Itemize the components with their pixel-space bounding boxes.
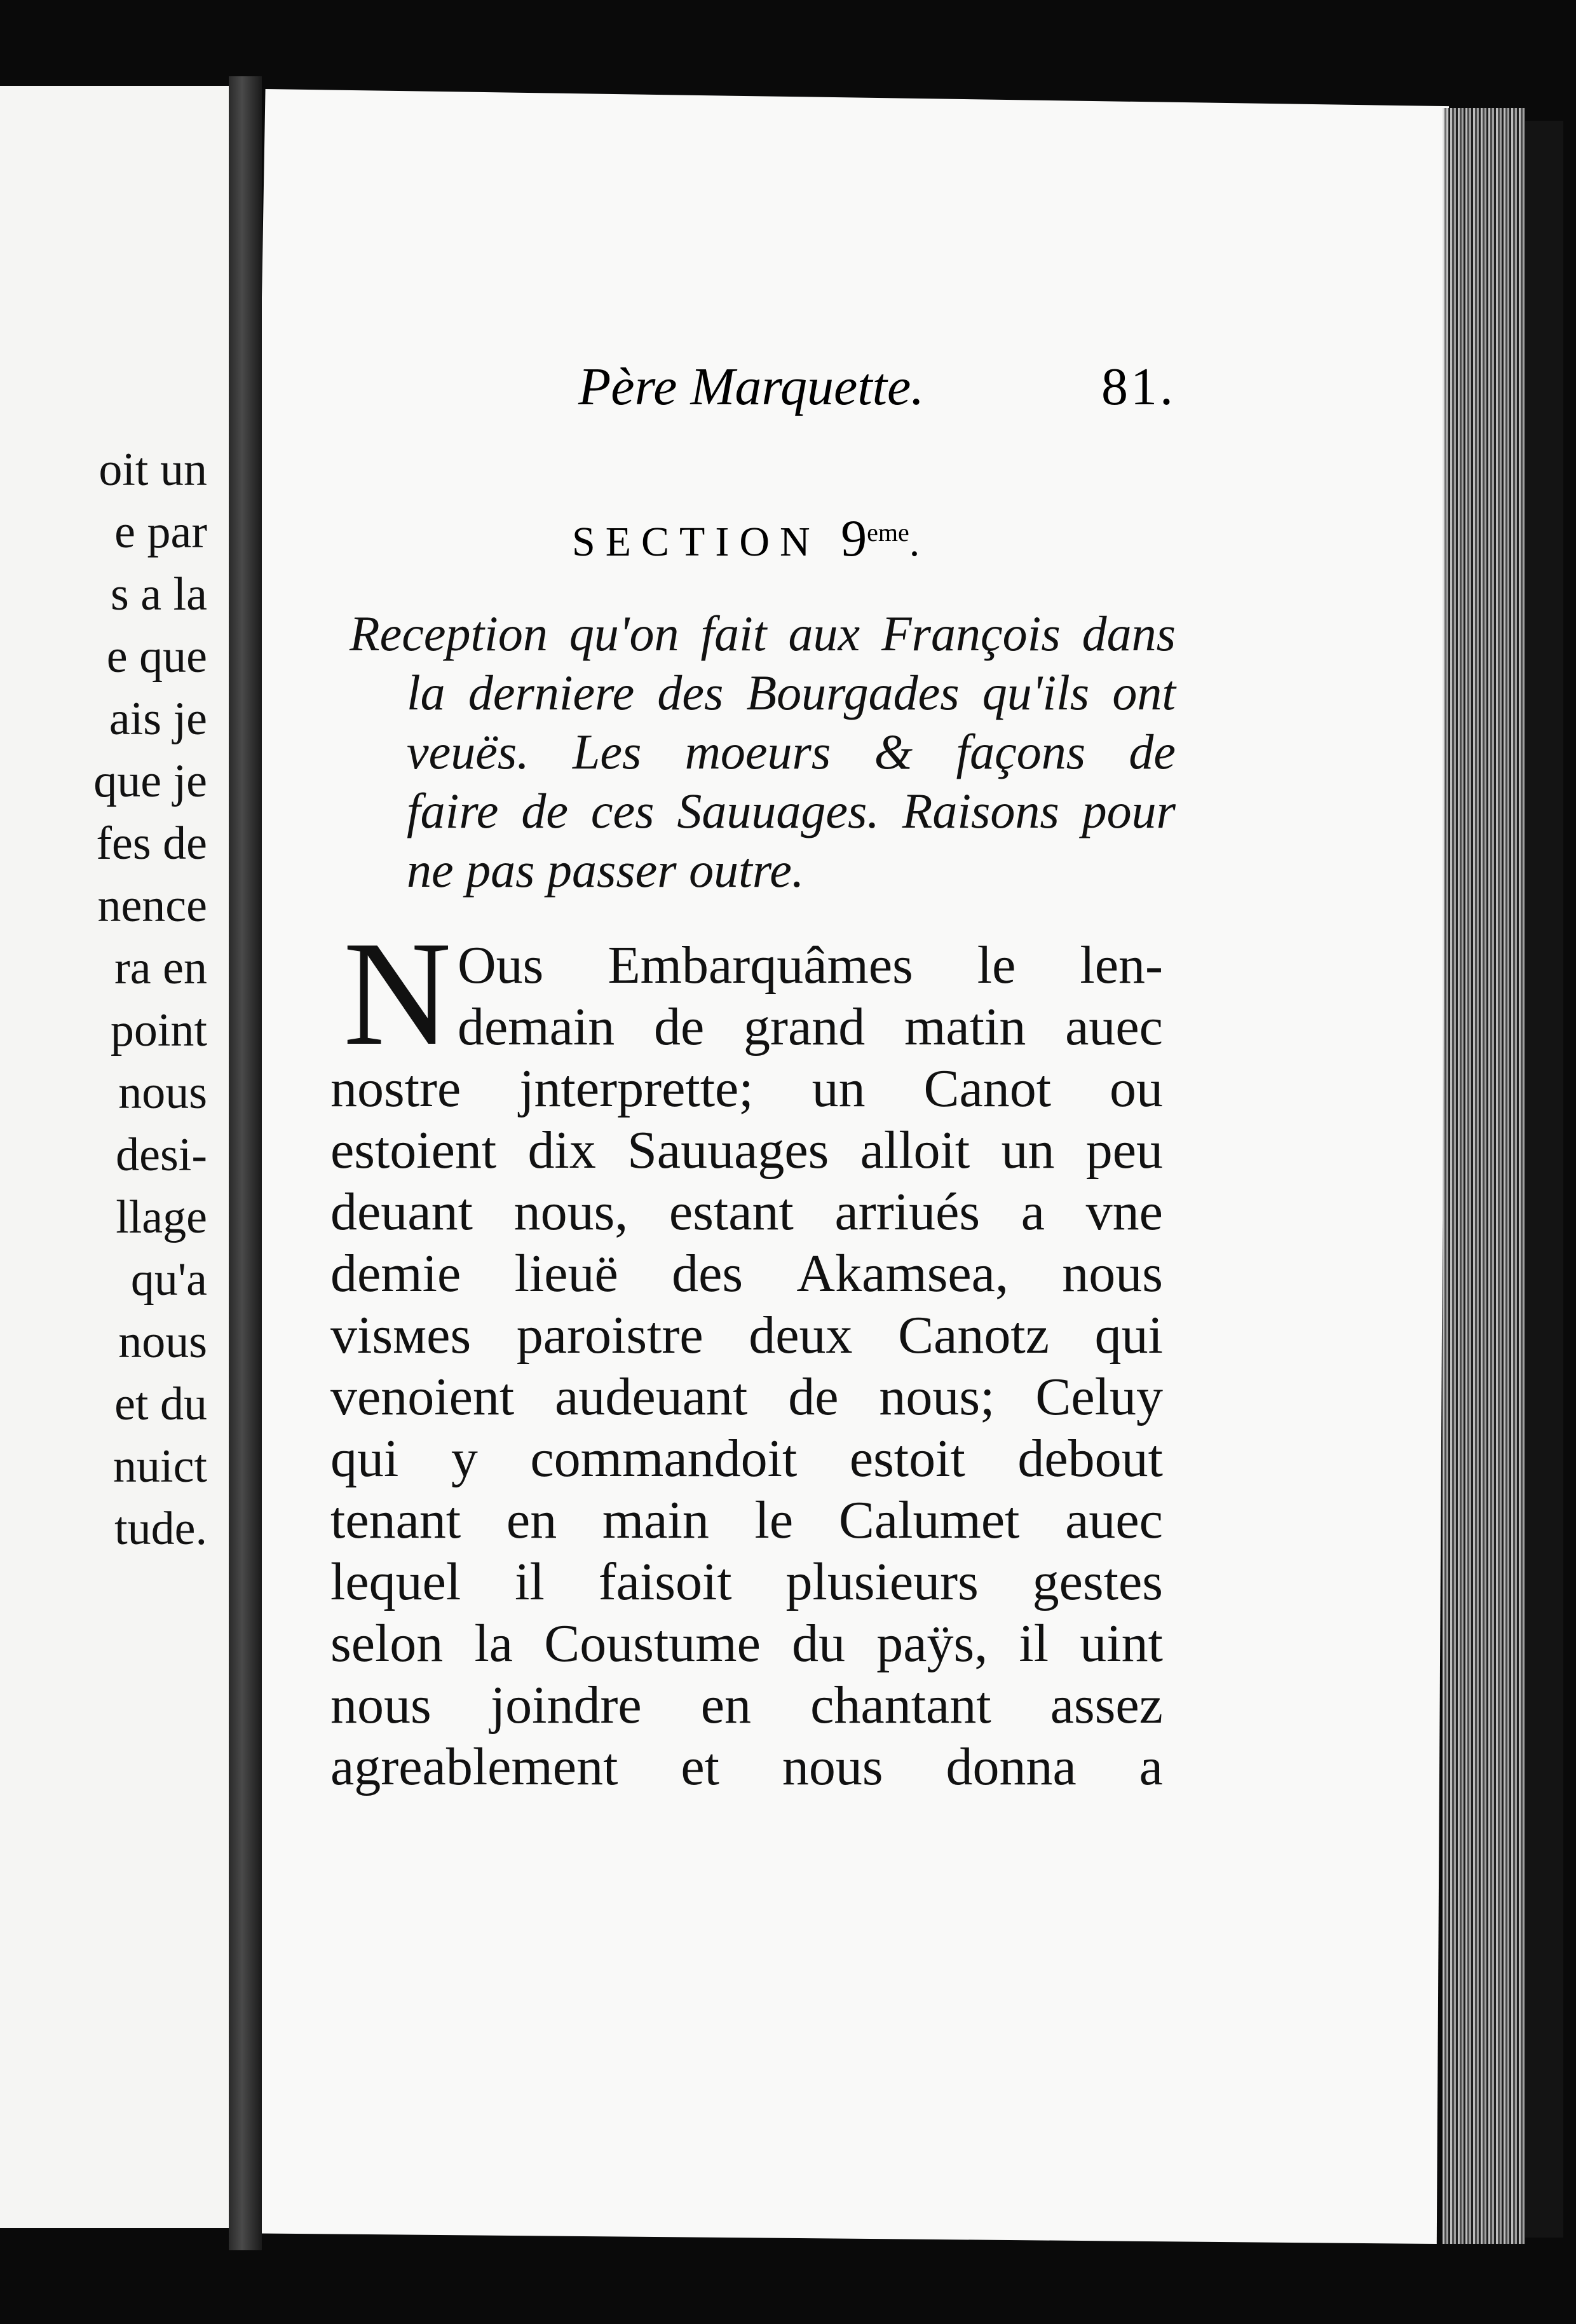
body-word: a bbox=[1021, 1182, 1045, 1241]
running-head-title: Père Marquette. bbox=[578, 357, 925, 416]
body-word: des bbox=[672, 1244, 744, 1303]
body-word: debout bbox=[1017, 1429, 1163, 1488]
body-line bbox=[330, 1674, 1163, 1736]
body-word: gestes bbox=[1032, 1552, 1163, 1611]
left-page-line: llage bbox=[116, 1191, 207, 1243]
body-line bbox=[330, 1243, 1163, 1304]
page-edges bbox=[1443, 108, 1525, 2244]
body-word: len- bbox=[1080, 936, 1163, 995]
summary-line: veuës. Les moeurs & façons de bbox=[407, 724, 1176, 779]
body-word: grand bbox=[744, 997, 866, 1056]
body-line bbox=[330, 1613, 1163, 1674]
body-word: Celuy bbox=[1035, 1367, 1163, 1426]
body-word: selon bbox=[330, 1614, 444, 1673]
body-line bbox=[330, 1489, 1163, 1551]
body-word: Coustume bbox=[544, 1614, 761, 1673]
body-word: nous; bbox=[879, 1367, 995, 1426]
body-word: Ous bbox=[458, 936, 544, 995]
body-word: dix bbox=[527, 1121, 596, 1180]
body-word: auec bbox=[1065, 997, 1163, 1056]
body-word: un bbox=[1001, 1121, 1055, 1180]
body-word: estoit bbox=[849, 1429, 965, 1488]
body-word: estoient bbox=[330, 1121, 497, 1180]
left-page-line: fes de bbox=[96, 817, 207, 870]
book-edge-shadow bbox=[1525, 121, 1563, 2238]
summary-line: la derniere des Bourgades qu'ils ont bbox=[407, 665, 1176, 720]
body-word: a bbox=[1139, 1737, 1163, 1796]
body-word: du bbox=[792, 1614, 846, 1673]
body-word: la bbox=[474, 1614, 513, 1673]
body-word: Sauuages bbox=[627, 1121, 829, 1180]
left-page-text bbox=[93, 439, 207, 1560]
left-page-line: et du bbox=[114, 1378, 207, 1430]
body-word: nous bbox=[330, 1676, 431, 1735]
body-word: et bbox=[681, 1737, 719, 1796]
body-word: deux bbox=[749, 1306, 853, 1365]
body-word: deuant bbox=[330, 1182, 473, 1241]
body-word: jnterprette; bbox=[519, 1059, 754, 1118]
body-line bbox=[330, 1428, 1163, 1489]
left-page-line: s a la bbox=[110, 568, 207, 620]
running-head bbox=[578, 356, 1182, 426]
body-word: lequel bbox=[330, 1552, 461, 1611]
body-word: uint bbox=[1080, 1614, 1163, 1673]
body-word: donna bbox=[946, 1737, 1077, 1796]
body-word: chantant bbox=[810, 1676, 991, 1735]
body-text bbox=[330, 911, 1163, 1798]
left-page-line: point bbox=[110, 1004, 207, 1056]
body-line bbox=[330, 1551, 1163, 1613]
body-word: nostre bbox=[330, 1059, 461, 1118]
body-word: tenant bbox=[330, 1491, 461, 1550]
section-heading bbox=[572, 509, 1017, 568]
body-word: faisoit bbox=[598, 1552, 732, 1611]
body-word: y bbox=[451, 1429, 478, 1488]
body-word: auec bbox=[1065, 1491, 1163, 1550]
left-page-line: qu'a bbox=[130, 1254, 207, 1306]
left-page-line: tude. bbox=[114, 1503, 207, 1555]
left-page-line: ra en bbox=[114, 942, 207, 994]
body-word: paroistre bbox=[516, 1306, 703, 1365]
body-word: il bbox=[1019, 1614, 1049, 1673]
left-page-line: ais je bbox=[109, 693, 207, 745]
body-line bbox=[330, 1119, 1163, 1181]
body-word: matin bbox=[904, 997, 1026, 1056]
book-gutter bbox=[229, 76, 262, 2250]
body-word: nous bbox=[782, 1737, 883, 1796]
left-page-line: desi- bbox=[116, 1129, 207, 1181]
body-word: Calumet bbox=[838, 1491, 1020, 1550]
drop-cap: N bbox=[343, 911, 452, 1077]
left-page-line: e par bbox=[114, 506, 207, 558]
body-word: plusieurs bbox=[785, 1552, 979, 1611]
left-page-line: oit un bbox=[98, 444, 207, 496]
left-page-line: nuict bbox=[113, 1440, 207, 1493]
body-word: Embarquâmes bbox=[608, 936, 913, 995]
body-word: alloit bbox=[860, 1121, 970, 1180]
section-period: . bbox=[909, 519, 930, 565]
body-line bbox=[330, 1366, 1163, 1428]
body-word: agreablement bbox=[330, 1737, 618, 1796]
body-word: de bbox=[654, 997, 705, 1056]
body-line bbox=[330, 1736, 1163, 1798]
left-page-line: nence bbox=[97, 880, 207, 932]
summary-line: Reception qu'on fait aux François dans bbox=[350, 606, 1176, 661]
body-word: vne bbox=[1085, 1182, 1163, 1241]
body-line bbox=[330, 1058, 1163, 1119]
body-word: nous, bbox=[513, 1182, 628, 1241]
body-word: commandoit bbox=[530, 1429, 798, 1488]
body-lines bbox=[330, 934, 1163, 1798]
body-word: demain bbox=[458, 997, 615, 1056]
summary-line: ne pas passer outre. bbox=[407, 842, 805, 898]
body-word: assez bbox=[1050, 1676, 1163, 1735]
body-word: visмes bbox=[330, 1306, 472, 1365]
left-facing-page bbox=[0, 86, 233, 2228]
body-line bbox=[330, 1181, 1163, 1243]
body-word: venoient bbox=[330, 1367, 515, 1426]
body-line bbox=[330, 1304, 1163, 1366]
body-word: paÿs, bbox=[876, 1614, 988, 1673]
body-word: il bbox=[515, 1552, 545, 1611]
body-word: qui bbox=[1094, 1306, 1163, 1365]
body-word: ou bbox=[1110, 1059, 1163, 1118]
section-summary bbox=[350, 604, 1176, 899]
body-word: un bbox=[812, 1059, 866, 1118]
body-word: le bbox=[754, 1491, 794, 1550]
body-word: peu bbox=[1085, 1121, 1163, 1180]
body-word: en bbox=[506, 1491, 557, 1550]
section-number: 9 bbox=[841, 509, 867, 567]
body-word: de bbox=[788, 1367, 839, 1426]
page-number: 81. bbox=[1101, 357, 1176, 416]
body-word: nous bbox=[1062, 1244, 1163, 1303]
body-word: joindre bbox=[490, 1676, 642, 1735]
left-page-line: nous bbox=[118, 1067, 207, 1119]
body-word: Canotz bbox=[898, 1306, 1050, 1365]
left-page-line: que je bbox=[93, 755, 207, 807]
body-word: audeuant bbox=[555, 1367, 748, 1426]
body-word: le bbox=[977, 936, 1016, 995]
section-label: SECTION bbox=[572, 519, 820, 565]
body-word: estant bbox=[669, 1182, 794, 1241]
body-word: qui bbox=[330, 1429, 399, 1488]
left-page-line: nous bbox=[118, 1316, 207, 1368]
body-line bbox=[330, 996, 1163, 1058]
body-word: arriués bbox=[834, 1182, 981, 1241]
left-page-line: e que bbox=[106, 631, 207, 683]
body-word: Canot bbox=[923, 1059, 1052, 1118]
body-word: main bbox=[602, 1491, 709, 1550]
body-word: demie bbox=[330, 1244, 461, 1303]
body-word: en bbox=[700, 1676, 752, 1735]
body-word: lieuë bbox=[514, 1244, 618, 1303]
summary-line: faire de ces Sauuages. Raisons pour bbox=[407, 783, 1176, 838]
body-word: Akamsea, bbox=[796, 1244, 1009, 1303]
body-line bbox=[330, 934, 1163, 996]
section-superscript: eme bbox=[867, 518, 909, 547]
